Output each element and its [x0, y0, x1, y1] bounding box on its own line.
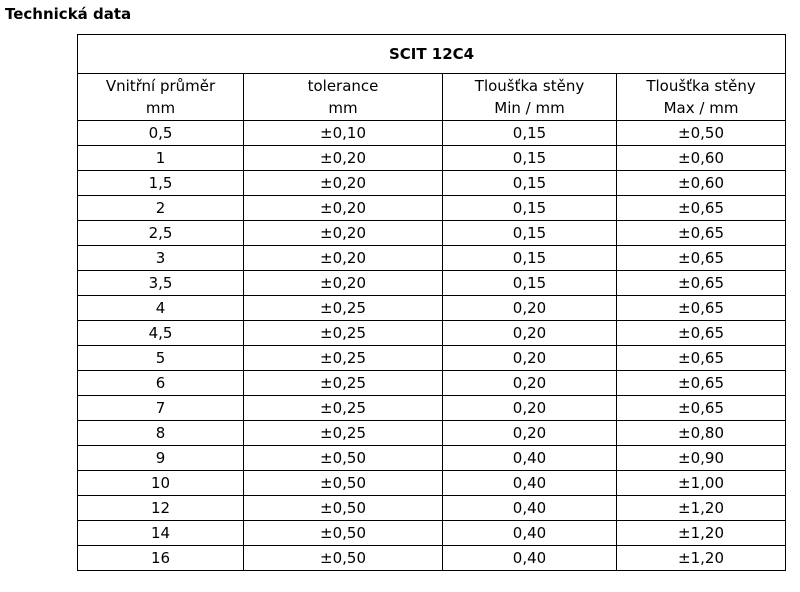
- table-header-row: [78, 74, 786, 121]
- table-cell: 12: [78, 496, 244, 521]
- table-cell: 0,40: [443, 521, 617, 546]
- table-cell: ±0,50: [244, 496, 443, 521]
- table-cell: ±0,50: [617, 121, 786, 146]
- table-cell: 0,20: [443, 321, 617, 346]
- table-cell: ±1,20: [617, 496, 786, 521]
- table-cell: 1: [78, 146, 244, 171]
- column-header: [244, 74, 443, 121]
- column-header: [617, 74, 786, 121]
- table-cell: ±0,10: [244, 121, 443, 146]
- table-cell: ±0,20: [244, 221, 443, 246]
- table-row: [78, 271, 786, 296]
- table-cell: 0,20: [443, 396, 617, 421]
- table-cell: 0,5: [78, 121, 244, 146]
- table-cell: ±0,20: [244, 246, 443, 271]
- column-header-line: Min / mm: [494, 99, 565, 117]
- table-cell: 3,5: [78, 271, 244, 296]
- table-cell: 0,40: [443, 471, 617, 496]
- table-cell: 0,20: [443, 421, 617, 446]
- column-header-line: mm: [328, 99, 358, 117]
- table-cell: 10: [78, 471, 244, 496]
- table-cell: 0,20: [443, 296, 617, 321]
- table-cell: ±0,65: [617, 396, 786, 421]
- table-cell: ±0,65: [617, 271, 786, 296]
- table-cell: 2,5: [78, 221, 244, 246]
- table-cell: 16: [78, 546, 244, 571]
- table-cell: ±0,50: [244, 521, 443, 546]
- table-row: [78, 196, 786, 221]
- table-cell: ±1,20: [617, 521, 786, 546]
- table-body: [78, 121, 786, 571]
- table-cell: ±1,20: [617, 546, 786, 571]
- table-cell: 0,20: [443, 346, 617, 371]
- technical-data-table: [77, 34, 786, 571]
- table-row: [78, 396, 786, 421]
- table-row: [78, 446, 786, 471]
- table-row: [78, 346, 786, 371]
- table-row: [78, 246, 786, 271]
- table-cell: ±0,65: [617, 346, 786, 371]
- column-header-line: tolerance: [307, 77, 379, 95]
- table-cell: 1,5: [78, 171, 244, 196]
- table-row: [78, 371, 786, 396]
- table-cell: 2: [78, 196, 244, 221]
- table-row: [78, 121, 786, 146]
- table-cell: ±0,25: [244, 346, 443, 371]
- table-cell: 6: [78, 371, 244, 396]
- table-cell: 0,15: [443, 146, 617, 171]
- column-header-line: Vnitřní průměr: [105, 77, 216, 95]
- table-cell: 4: [78, 296, 244, 321]
- table-cell: ±0,60: [617, 171, 786, 196]
- column-header-line: Tloušťka stěny: [646, 77, 756, 95]
- table-cell: 0,15: [443, 121, 617, 146]
- table-caption: SCIT 12C4: [78, 35, 786, 74]
- table-cell: ±0,20: [244, 271, 443, 296]
- table-cell: ±0,60: [617, 146, 786, 171]
- table-cell: 0,40: [443, 496, 617, 521]
- table-cell: 0,15: [443, 171, 617, 196]
- table-cell: 7: [78, 396, 244, 421]
- page-title: Technická data: [5, 5, 132, 23]
- column-header-line: mm: [145, 99, 176, 117]
- table-cell: ±0,25: [244, 396, 443, 421]
- table-cell: 0,40: [443, 546, 617, 571]
- table-cell: ±1,00: [617, 471, 786, 496]
- table-cell: ±0,25: [244, 421, 443, 446]
- table-cell: 0,15: [443, 271, 617, 296]
- table-cell: ±0,65: [617, 296, 786, 321]
- table-row: [78, 146, 786, 171]
- table-cell: ±0,50: [244, 471, 443, 496]
- table-cell: ±0,20: [244, 146, 443, 171]
- table-cell: ±0,65: [617, 221, 786, 246]
- table-cell: ±0,50: [244, 546, 443, 571]
- column-header-line: Max / mm: [663, 99, 739, 117]
- table-cell: 0,15: [443, 221, 617, 246]
- table-cell: 8: [78, 421, 244, 446]
- table-cell: 5: [78, 346, 244, 371]
- table-row: [78, 471, 786, 496]
- table-cell: ±0,20: [244, 196, 443, 221]
- table-cell: ±0,65: [617, 196, 786, 221]
- column-header: [443, 74, 617, 121]
- table-row: [78, 296, 786, 321]
- table-row: [78, 421, 786, 446]
- table-row: [78, 321, 786, 346]
- table-cell: ±0,25: [244, 321, 443, 346]
- table-cell: ±0,25: [244, 371, 443, 396]
- table-row: [78, 221, 786, 246]
- column-header: [78, 74, 244, 121]
- table-row: [78, 521, 786, 546]
- table-cell: ±0,20: [244, 171, 443, 196]
- table-cell: 0,20: [443, 371, 617, 396]
- table-cell: ±0,65: [617, 246, 786, 271]
- table-row: [78, 171, 786, 196]
- table-cell: ±0,80: [617, 421, 786, 446]
- table-cell: 0,40: [443, 446, 617, 471]
- table-row: [78, 546, 786, 571]
- table-cell: 0,15: [443, 196, 617, 221]
- table-cell: ±0,65: [617, 321, 786, 346]
- table-cell: ±0,90: [617, 446, 786, 471]
- table-cell: 9: [78, 446, 244, 471]
- table-cell: 14: [78, 521, 244, 546]
- table-cell: 4,5: [78, 321, 244, 346]
- column-header-line: Tloušťka stěny: [474, 77, 585, 95]
- table-cell: ±0,65: [617, 371, 786, 396]
- table-cell: ±0,50: [244, 446, 443, 471]
- table-cell: 3: [78, 246, 244, 271]
- table-cell: 0,15: [443, 246, 617, 271]
- table-cell: ±0,25: [244, 296, 443, 321]
- table-row: [78, 496, 786, 521]
